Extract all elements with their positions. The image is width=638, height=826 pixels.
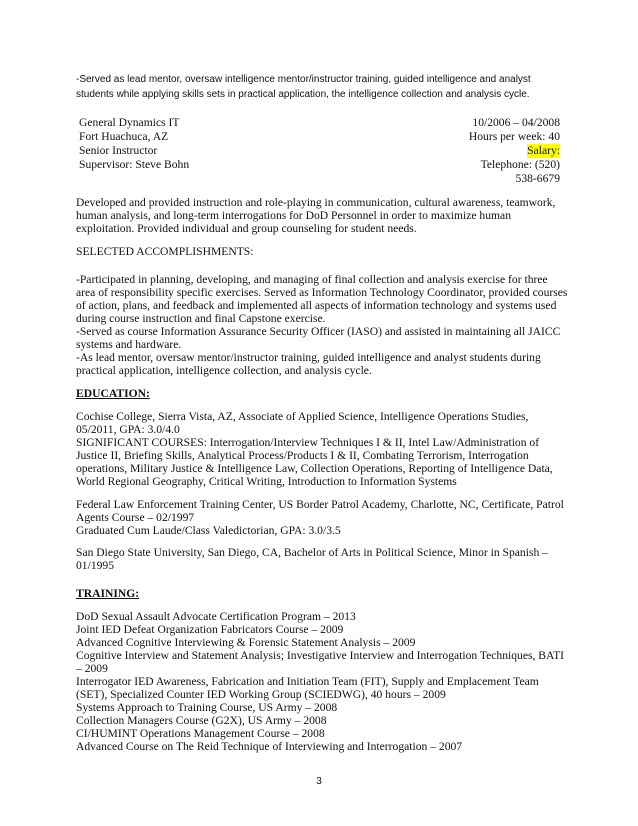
education-cochise <box>76 410 562 488</box>
training-line: Cognitive Interview and Statement Analysis; Investigative Interview and Interrogation Techniques, BATI <box>76 649 565 662</box>
education-fletc <box>76 498 562 537</box>
accomplishment-line: practical application, intelligence collection, and analysis cycle. <box>76 364 372 377</box>
job-row-location <box>79 130 560 144</box>
job-row-supervisor <box>79 158 560 172</box>
training-line: Collection Managers Course (G2X), US Army – 2008 <box>76 714 327 727</box>
intro-paragraph <box>76 72 562 102</box>
telephone-number: 538-6679 <box>515 172 560 185</box>
accomplishments-list <box>76 273 568 377</box>
accomplishment-line: of action, plans, and feedback and implemented all aspects of information technology and systems used <box>76 299 557 312</box>
job-title: Senior Instructor <box>79 144 158 157</box>
accomplishment-line: systems and hardware. <box>76 338 182 351</box>
training-line: CI/HUMINT Operations Management Course – 2008 <box>76 727 325 740</box>
accomplishment-line: -Participated in planning, developing, and managing of final collection and analysis exercise for three <box>76 273 548 286</box>
job-row-employer <box>79 116 560 130</box>
job-dates: 10/2006 – 04/2008 <box>472 116 560 129</box>
job-row-title <box>79 144 560 158</box>
intro-line: students while applying skills sets in practical application, the intelligence collection and analysis cycle. <box>76 89 530 100</box>
page-number: 3 <box>316 776 322 787</box>
education-line: 05/2011, GPA: 3.0/4.0 <box>76 423 180 436</box>
training-heading-wrap <box>76 584 562 602</box>
accomplishment-line: -Served as course Information Assurance Security Officer (IASO) and assisted in maintaining all JAICC <box>76 325 561 338</box>
training-list <box>76 610 565 753</box>
education-line: 01/1995 <box>76 559 115 572</box>
education-line: SIGNIFICANT COURSES: Interrogation/Interview Techniques I & II, Intel Law/Administration of <box>76 436 540 449</box>
education-line: Justice II, Briefing Skills, Analytical Process/Products I & II, Combating Terrorism, Interrogation <box>76 449 529 462</box>
education-line: World Regional Geography, Critical Writing, Introduction to Information Systems <box>76 475 457 488</box>
education-sdsu <box>76 546 562 572</box>
employer: General Dynamics IT <box>79 116 180 129</box>
training-line: – 2009 <box>76 662 108 675</box>
training-line: DoD Sexual Assault Advocate Certification Program – 2013 <box>76 610 356 623</box>
education-line: Federal Law Enforcement Training Center, US Border Patrol Academy, Charlotte, NC, Certificate, Patrol <box>76 498 564 511</box>
training-heading: TRAINING: <box>76 587 140 600</box>
job-description <box>76 196 562 235</box>
accomplishment-line: area of responsibility specific exercises. Served as Information Technology Coordinator, provided courses <box>76 286 568 299</box>
job-hours: Hours per week: 40 <box>468 130 560 143</box>
description-line: exploitation. Provided individual and group counseling for student needs. <box>76 222 417 235</box>
intro-line: -Served as lead mentor, oversaw intelligence mentor/instructor training, guided intelligence and analyst <box>76 74 531 85</box>
accomplishment-line: during course instruction and final Capstone exercise. <box>76 312 326 325</box>
description-line: Developed and provided instruction and role-playing in communication, cultural awareness, teamwork, <box>76 196 556 209</box>
supervisor: Supervisor: Steve Bohn <box>79 158 190 171</box>
education-heading: EDUCATION: <box>76 387 150 400</box>
training-line: (SET), Specialized Counter IED Working Group (SCIEDWG), 40 hours – 2009 <box>76 688 446 701</box>
accomplishment-line: -As lead mentor, oversaw mentor/instructor training, guided intelligence and analyst students during <box>76 351 541 364</box>
training-line: Systems Approach to Training Course, US Army – 2008 <box>76 701 338 714</box>
salary-label: Salary: <box>527 144 560 157</box>
education-heading-wrap <box>76 384 562 402</box>
description-line: human analysis, and long-term interrogations for DoD Personnel in order to maximize human <box>76 209 511 222</box>
accomplishments-heading: SELECTED ACCOMPLISHMENTS: <box>76 245 254 258</box>
education-line: Agents Course – 02/1997 <box>76 511 195 524</box>
job-location: Fort Huachuca, AZ <box>79 130 169 143</box>
training-line: Advanced Cognitive Interviewing & Forensic Statement Analysis – 2009 <box>76 636 416 649</box>
education-line: Cochise College, Sierra Vista, AZ, Associate of Applied Science, Intelligence Operations Studies, <box>76 410 529 423</box>
job-header <box>79 116 560 186</box>
education-line: Graduated Cum Laude/Class Valedictorian, GPA: 3.0/3.5 <box>76 524 341 537</box>
job-row-telephone-cont <box>79 172 560 186</box>
education-line: San Diego State University, San Diego, CA, Bachelor of Arts in Political Science, Minor in Spanish – <box>76 546 548 559</box>
training-line: Advanced Course on The Reid Technique of Interviewing and Interrogation – 2007 <box>76 740 463 753</box>
education-line: operations, Military Justice & Intelligence Law, Collection Operations, Reporting of Intelligence Data, <box>76 462 553 475</box>
training-line: Joint IED Defeat Organization Fabricators Course – 2009 <box>76 623 344 636</box>
telephone: Telephone: (520) <box>480 158 560 171</box>
training-line: Interrogator IED Awareness, Fabrication and Initiation Team (FIT), Supply and Emplacement Team <box>76 675 539 688</box>
